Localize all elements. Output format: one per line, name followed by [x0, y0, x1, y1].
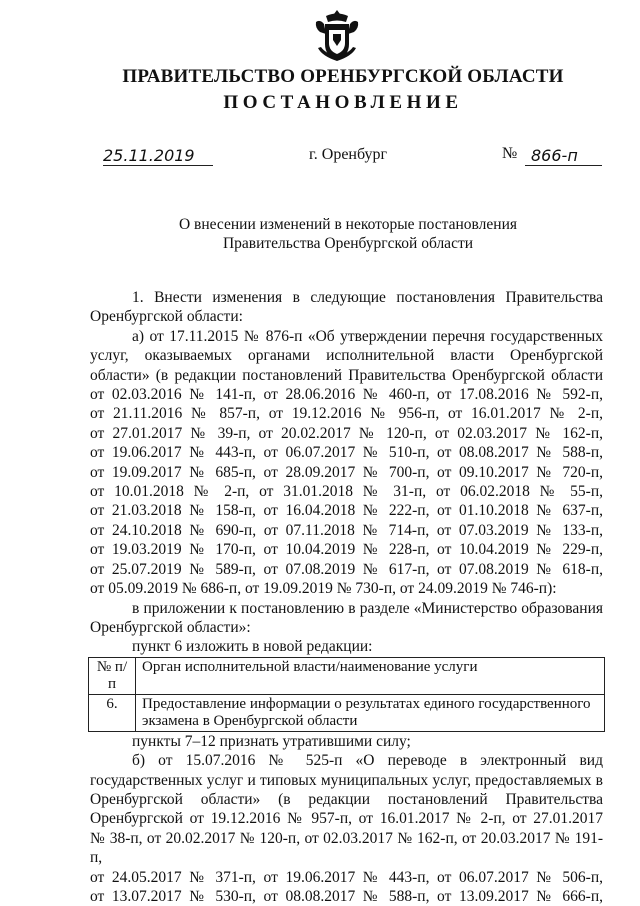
- body-line: пункт 6 изложить в новой редакции:: [132, 638, 373, 656]
- services-table: [88, 657, 605, 732]
- body-line: услуг, оказываемых органами исполнительной власти Оренбургской: [90, 347, 603, 365]
- coat-of-arms-icon: [312, 8, 362, 62]
- body-line: а) от 17.11.2015 № 876-п «Об утверждении перечня государственных: [132, 327, 603, 345]
- document-city: г. Оренбург: [309, 146, 388, 163]
- document-subject: [0, 215, 640, 253]
- document-body: [90, 288, 603, 906]
- body-line: от 24.10.2018 № 690-п, от 07.11.2018 № 714-п, от 07.03.2019 № 133-п,: [90, 521, 603, 539]
- table-header-row: [89, 657, 605, 694]
- body-line: от 21.11.2016 № 857-п, от 19.12.2016 № 956-п, от 16.01.2017 № 2-п,: [90, 405, 603, 423]
- body-line: от 25.07.2019 № 589-п, от 07.08.2019 № 617-п, от 07.08.2019 № 618-п,: [90, 560, 603, 578]
- table-row: [89, 694, 605, 731]
- body-line: от 24.05.2017 № 371-п, от 19.06.2017 № 443-п, от 06.07.2017 № 506-п,: [90, 868, 603, 886]
- body-line: от 05.09.2019 № 686-п, от 19.09.2019 № 730-п, от 24.09.2019 № 746-п):: [90, 580, 557, 598]
- body-line: Оренбургской от 19.12.2016 № 957-п, от 16.01.2017 № 2-п, от 27.01.2017: [90, 810, 603, 828]
- table-cell-name: Предоставление информации о результатах единого государственного экзамена в Оренбургской области: [136, 694, 605, 731]
- body-line: области» (в редакции постановлений Правительства Оренбургской области: [90, 366, 603, 384]
- document-number: 866-п: [525, 146, 602, 166]
- table-header-name: Орган исполнительной власти/наименование услуги: [136, 657, 605, 694]
- body-line: пункты 7–12 признать утратившими силу;: [132, 732, 411, 750]
- body-line: от 19.09.2017 № 685-п, от 28.09.2017 № 700-п, от 09.10.2017 № 720-п,: [90, 463, 603, 481]
- body-line: от 02.03.2016 № 141-п, от 28.06.2016 № 460-п, от 17.08.2016 № 592-п,: [90, 386, 603, 404]
- body-line: от 10.01.2018 № 2-п, от 31.01.2018 № 31-п, от 06.02.2018 № 55-п,: [90, 483, 603, 501]
- body-line: б) от 15.07.2016 № 525-п «О переводе в электронный вид: [132, 752, 603, 770]
- body-line: от 19.06.2017 № 443-п, от 06.07.2017 № 510-п, от 08.08.2017 № 588-п,: [90, 444, 603, 462]
- body-line: Оренбургской области:: [90, 308, 243, 326]
- body-line: от 13.07.2017 № 530-п, от 08.08.2017 № 588-п, от 13.09.2017 № 666-п,: [90, 887, 603, 905]
- table-cell-number: 6.: [89, 694, 136, 731]
- body-line: № 38-п, от 20.02.2017 № 120-п, от 02.03.2017 № 162-п, от 20.03.2017 № 191-п,: [90, 829, 603, 867]
- document-type: ПОСТАНОВЛЕНИЕ: [223, 92, 463, 113]
- body-line: в приложении к постановлению в разделе «Министерство образования: [132, 599, 603, 617]
- organization-name: ПРАВИТЕЛЬСТВО ОРЕНБУРГСКОЙ ОБЛАСТИ: [122, 66, 564, 87]
- body-line: от 27.01.2017 № 39-п, от 20.02.2017 № 120-п, от 02.03.2017 № 162-п,: [90, 424, 603, 442]
- body-line: от 21.03.2018 № 158-п, от 16.04.2018 № 222-п, от 01.10.2018 № 637-п,: [90, 502, 603, 520]
- subject-line: О внесении изменений в некоторые постановления: [178, 216, 518, 233]
- number-label: №: [502, 145, 518, 162]
- document-date: 25.11.2019: [103, 146, 213, 166]
- subject-line: Правительства Оренбургской области: [222, 235, 474, 252]
- body-line: государственных услуг и типовых муниципальных услуг, предоставляемых в: [90, 771, 603, 789]
- table-header-number: № п/п: [89, 657, 136, 694]
- body-line: от 19.03.2019 № 170-п, от 10.04.2019 № 228-п, от 10.04.2019 № 229-п,: [90, 541, 603, 559]
- body-line: Оренбургской области»:: [90, 618, 251, 636]
- body-line: Оренбургской области» (в редакции постановлений Правительства: [90, 790, 603, 808]
- body-line: 1. Внести изменения в следующие постановления Правительства: [132, 289, 603, 306]
